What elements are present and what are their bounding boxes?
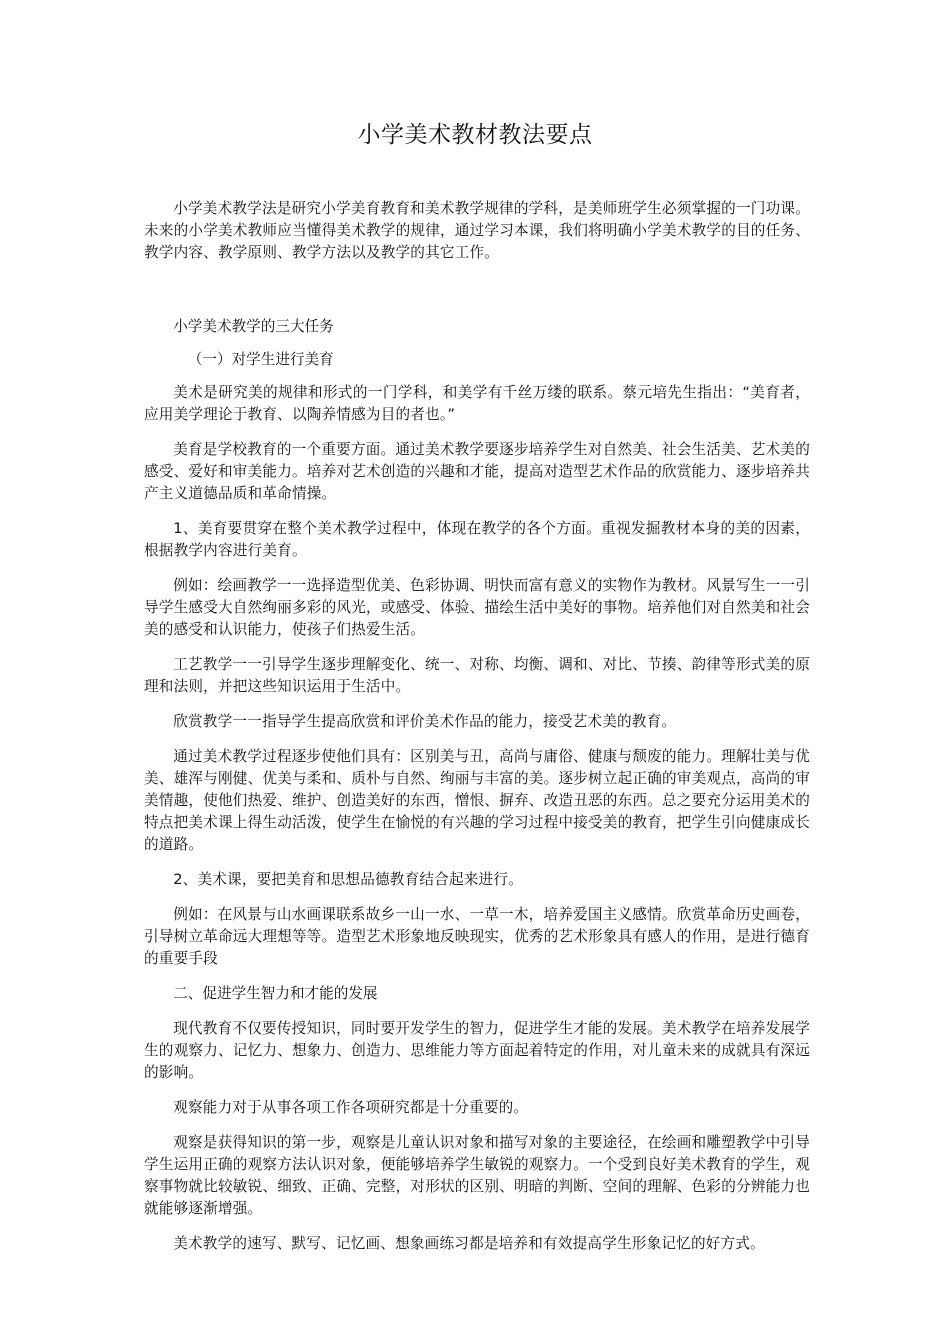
paragraph-2: 美育是学校教育的一个重要方面。通过美术教学要逐步培养学生对自然美、社会生活美、艺术美的感受、爱好和审美能力。培养对艺术创造的兴趣和才能，提高对造型艺术作品的欣赏能力、逐步培养共产主义道德品质和革命情操。	[144, 441, 810, 502]
paragraph-11: 观察能力对于从事各项工作各项研究都是十分重要的。	[173, 1099, 529, 1116]
subsection-heading-1: （一）对学生进行美育	[187, 351, 334, 368]
intro-paragraph: 小学美术教学法是研究小学美育教育和美术教学规律的学科，是美师班学生必须掌握的一门功课。未来的小学美术教师应当懂得美术教学的规律，通过学习本课，我们将明确小学美术教学的目的任务、教学内容、教学原则、教学方法以及教学的其它工作。	[144, 200, 810, 261]
section-heading: 小学美术教学的三大任务	[173, 318, 334, 335]
paragraph-8: 2、美术课，要把美育和思想品德教育结合起来进行。	[173, 871, 523, 888]
paragraph-1: 美术是研究美的规律和形式的一门学科，和美学有千丝万缕的联系。蔡元培先生指出：“美育者，应用美学理论于教育、以陶养情感为目的者也。”	[144, 384, 810, 423]
paragraph-12: 观察是获得知识的第一步，观察是儿童认识对象和描写对象的主要途径，在绘画和雕塑教学中引导学生运用正确的观察方法认识对象，便能够培养学生敏锐的观察力。一个受到良好美术教育的学生，观察事物就比较敏锐、细致、正确、完整，对形状的区别、明暗的判断、空间的理解、色彩的分辨能力也就能够逐渐增强。	[144, 1134, 810, 1217]
paragraph-7: 通过美术教学过程逐步使他们具有：区别美与丑，高尚与庸俗、健康与颓废的能力。理解壮美与优美、雄浑与刚健、优美与柔和、质朴与自然、绚丽与丰富的美。逐步树立起正确的审美观点，高尚的审美情趣，使他们热爱、维护、创造美好的东西，憎恨、摒弃、改造丑恶的东西。总之要充分运用美术的特点把美术课上得生动活泼，使学生在愉悦的有兴趣的学习过程中接受美的教育，把学生引向健康成长的道路。	[144, 748, 810, 853]
paragraph-9: 例如：在风景与山水画课联系故乡一山一水、一草一木，培养爱国主义感情。欣赏革命历史画卷，引导树立革命远大理想等等。造型艺术形象地反映现实，优秀的艺术形象具有感人的作用，是进行德育的重要手段	[144, 906, 810, 967]
paragraph-13: 美术教学的速写、默写、记忆画、想象画练习都是培养和有效提高学生形象记忆的好方式。	[173, 1235, 765, 1252]
paragraph-5: 工艺教学一一引导学生逐步理解变化、统一、对称、均衡、调和、对比、节揍、韵律等形式美的原理和法则，并把这些知识运用于生活中。	[144, 656, 810, 695]
paragraph-10: 现代教育不仅要传授知识，同时要开发学生的智力，促进学生才能的发展。美术教学在培养发展学生的观察力、记忆力、想象力、创造力、思维能力等方面起着特定的作用，对儿童未来的成就具有深远的影响。	[144, 1020, 810, 1081]
paragraph-3: 1、美育要贯穿在整个美术教学过程中，体现在教学的各个方面。重视发掘教材本身的美的因素，根据教学内容进行美育。	[144, 520, 810, 559]
document-title: 小学美术教材教法要点	[357, 122, 593, 148]
document-body	[144, 198, 810, 1255]
subsection-heading-2: 二、促进学生智力和才能的发展	[173, 985, 378, 1002]
paragraph-6: 欣赏教学一一指导学生提高欣赏和评价美术作品的能力，接受艺术美的教育。	[173, 713, 677, 730]
paragraph-4: 例如：绘画教学一一选择造型优美、色彩协调、明快而富有意义的实物作为教材。风景写生一一引导学生感受大自然绚丽多彩的风光，或感受、体验、描绘生活中美好的事物。培养他们对自然美和社会美的感受和认识能力，使孩子们热爱生活。	[144, 577, 810, 638]
